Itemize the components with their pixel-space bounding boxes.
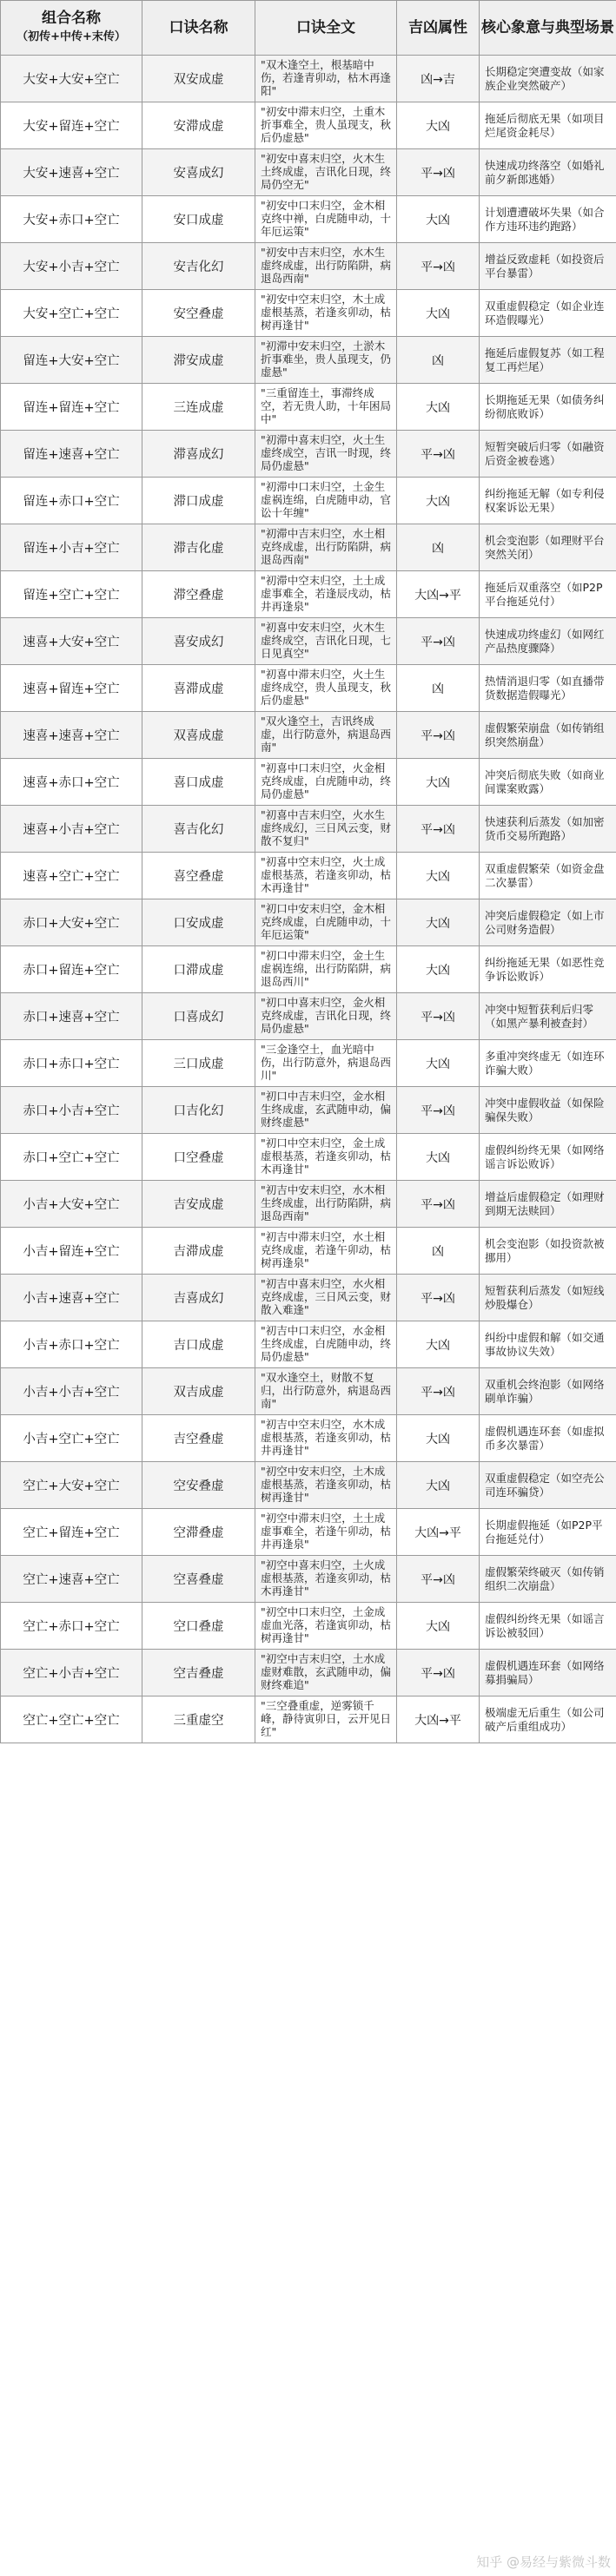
name-cell: 空喜叠虚 <box>142 1556 255 1603</box>
attribute-cell: 大凶 <box>397 759 480 806</box>
table-row <box>1 993 616 1040</box>
attribute-cell: 大凶 <box>397 946 480 993</box>
full-text-cell: "初口中滞末归空，金土生虚祸连绵，出行防陷阱，病退岛西川" <box>255 946 397 993</box>
combo-cell: 留连+空亡+空亡 <box>1 571 142 618</box>
full-text-cell: "初口中喜末归空，金火相克终成虚，吉讯化日现，终局仍虚悬" <box>255 993 397 1040</box>
combo-cell: 赤口+留连+空亡 <box>1 946 142 993</box>
scene-cell: 多重冲突终虚无（如连环诈骗大败） <box>480 1040 616 1087</box>
header-scene: 核心象意与典型场景 <box>480 1 616 56</box>
attribute-cell: 大凶 <box>397 899 480 946</box>
attribute-cell: 大凶 <box>397 196 480 243</box>
combo-cell: 留连+留连+空亡 <box>1 384 142 431</box>
attribute-cell: 凶 <box>397 524 480 571</box>
full-text-cell: "初喜中空末归空，火土成虚根基蒸，若逢亥卯动，枯木再逢甘" <box>255 853 397 899</box>
combo-cell: 小吉+速喜+空亡 <box>1 1275 142 1321</box>
table-row <box>1 524 616 571</box>
scene-cell: 长期虚假拖延（如P2P平台拖延兑付） <box>480 1509 616 1556</box>
scene-cell: 虚假机遇连环套（如网络募捐骗局） <box>480 1650 616 1696</box>
combo-cell: 空亡+小吉+空亡 <box>1 1650 142 1696</box>
combo-cell: 留连+小吉+空亡 <box>1 524 142 571</box>
table-row <box>1 712 616 759</box>
table-row <box>1 946 616 993</box>
attribute-cell: 大凶 <box>397 1134 480 1181</box>
combo-cell: 大安+小吉+空亡 <box>1 243 142 290</box>
scene-cell: 双重虚假繁荣（如资金盘二次暴雷） <box>480 853 616 899</box>
name-cell: 安口成虚 <box>142 196 255 243</box>
combo-cell: 小吉+小吉+空亡 <box>1 1368 142 1415</box>
attribute-cell: 大凶 <box>397 1321 480 1368</box>
combo-cell: 小吉+赤口+空亡 <box>1 1321 142 1368</box>
combo-cell: 空亡+留连+空亡 <box>1 1509 142 1556</box>
table-row <box>1 1462 616 1509</box>
attribute-cell: 平→凶 <box>397 1556 480 1603</box>
full-text-cell: "初吉中安末归空，水木相生终成虚，出行防陷阱，病退岛西南" <box>255 1181 397 1228</box>
combo-cell: 空亡+空亡+空亡 <box>1 1696 142 1743</box>
attribute-cell: 大凶 <box>397 1415 480 1462</box>
full-text-cell: "初空中安末归空，土木成虚根基蒸，若逢亥卯动，枯树再逢甘" <box>255 1462 397 1509</box>
scene-cell: 长期拖延无果（如债务纠纷彻底败诉） <box>480 384 616 431</box>
table-row <box>1 243 616 290</box>
combo-cell: 赤口+速喜+空亡 <box>1 993 142 1040</box>
name-cell: 滞喜成幻 <box>142 431 255 478</box>
full-text-cell: "初吉中空末归空，水木成虚根基蒸，若逢亥卯动，枯井再逢甘" <box>255 1415 397 1462</box>
name-cell: 空口叠虚 <box>142 1603 255 1650</box>
scene-cell: 虚假繁荣崩盘（如传销组织突然崩盘） <box>480 712 616 759</box>
scene-cell: 短暂获利后蒸发（如短线炒股爆仓） <box>480 1275 616 1321</box>
combo-cell: 留连+速喜+空亡 <box>1 431 142 478</box>
combo-cell: 速喜+空亡+空亡 <box>1 853 142 899</box>
combo-cell: 留连+大安+空亡 <box>1 337 142 384</box>
combo-cell: 大安+空亡+空亡 <box>1 290 142 337</box>
full-text-cell: "双木逢空土，根基暗中伤，若逢青卯动，枯木再逢阳" <box>255 56 397 102</box>
header-combo-sub: （初传+中传+末传） <box>17 30 126 43</box>
attribute-cell: 平→凶 <box>397 1181 480 1228</box>
table-row <box>1 618 616 665</box>
full-text-cell: "初空中滞末归空，土土成虚事难全，若逢午卯动，枯井再逢泉" <box>255 1509 397 1556</box>
scene-cell: 增益后虚假稳定（如理财到期无法赎回） <box>480 1181 616 1228</box>
header-combo <box>1 1 142 56</box>
name-cell: 空滞叠虚 <box>142 1509 255 1556</box>
attribute-cell: 凶 <box>397 337 480 384</box>
scene-cell: 虚假纠纷终无果（如网络谣言诉讼败诉） <box>480 1134 616 1181</box>
scene-cell: 冲突后彻底失败（如商业间谍案败露） <box>480 759 616 806</box>
combo-cell: 大安+赤口+空亡 <box>1 196 142 243</box>
table-header-row <box>1 1 616 56</box>
full-text-cell: "初口中吉末归空，金水相生终成虚，玄武随申动，偏财终虚悬" <box>255 1087 397 1134</box>
name-cell: 喜安成幻 <box>142 618 255 665</box>
name-cell: 吉喜成幻 <box>142 1275 255 1321</box>
scene-cell: 虚假纠纷终无果（如谣言诉讼被驳回） <box>480 1603 616 1650</box>
combo-cell: 赤口+大安+空亡 <box>1 899 142 946</box>
attribute-cell: 平→凶 <box>397 149 480 196</box>
scene-cell: 双重虚假稳定（如空壳公司连环骗贷） <box>480 1462 616 1509</box>
attribute-cell: 平→凶 <box>397 806 480 853</box>
full-text-cell: "初喜中安末归空，火木生虚终成空，吉讯化日现，七日见真空" <box>255 618 397 665</box>
name-cell: 双喜成虚 <box>142 712 255 759</box>
table-row <box>1 806 616 853</box>
name-cell: 安吉化幻 <box>142 243 255 290</box>
scene-cell: 冲突中短暂获利后归零（如黑产暴利被查封） <box>480 993 616 1040</box>
combo-cell: 空亡+赤口+空亡 <box>1 1603 142 1650</box>
table-row <box>1 102 616 149</box>
header-attr: 吉凶属性 <box>397 1 480 56</box>
name-cell: 吉滞成虚 <box>142 1228 255 1275</box>
name-cell: 喜滞成虚 <box>142 665 255 712</box>
combo-cell: 速喜+大安+空亡 <box>1 618 142 665</box>
name-cell: 空吉叠虚 <box>142 1650 255 1696</box>
full-text-cell: "初空中吉末归空，土水成虚财难散，玄武随申动，偏财终难追" <box>255 1650 397 1696</box>
name-cell: 喜口成虚 <box>142 759 255 806</box>
full-text-cell: "初安中滞末归空，土重木折事难全，贵人虽现支，秋后仍虚悬" <box>255 102 397 149</box>
name-cell: 三连成虚 <box>142 384 255 431</box>
attribute-cell: 平→凶 <box>397 1087 480 1134</box>
table-row <box>1 899 616 946</box>
combo-cell: 速喜+速喜+空亡 <box>1 712 142 759</box>
table-row <box>1 665 616 712</box>
full-text-cell: "双水逢空土，财散不复归，出行防意外，病退岛西南" <box>255 1368 397 1415</box>
combo-cell: 小吉+大安+空亡 <box>1 1181 142 1228</box>
combo-cell: 速喜+留连+空亡 <box>1 665 142 712</box>
table-row <box>1 431 616 478</box>
scene-cell: 机会变泡影（如投资款被挪用） <box>480 1228 616 1275</box>
name-cell: 安滞成虚 <box>142 102 255 149</box>
full-text-cell: "初喜中口末归空，火金相克终成虚，白虎随申动，终局仍虚悬" <box>255 759 397 806</box>
table-row <box>1 1275 616 1321</box>
table-row <box>1 1603 616 1650</box>
combo-cell: 大安+留连+空亡 <box>1 102 142 149</box>
full-text-cell: "初滞中喜末归空，火土生虚终成空，吉讯一时现，终局仍虚悬" <box>255 431 397 478</box>
attribute-cell: 大凶 <box>397 290 480 337</box>
full-text-cell: "三空叠重虚，逆雾锁千峰，静待寅卯日，云开见日红" <box>255 1696 397 1743</box>
full-text-cell: "初滞中安末归空，土淤木折事难坐，贵人虽现支，仍虚悬" <box>255 337 397 384</box>
full-text-cell: "初滞中口末归空，土金生虚祸连绵，白虎随申动，官讼十年缠" <box>255 478 397 524</box>
name-cell: 口安成虚 <box>142 899 255 946</box>
name-cell: 喜空叠虚 <box>142 853 255 899</box>
scene-cell: 拖延后双重落空（如P2P平台拖延兑付） <box>480 571 616 618</box>
full-text-cell: "双火逢空土，吉讯终成虚，出行防意外，病退岛西南" <box>255 712 397 759</box>
full-text-cell: "初安中口末归空，金木相克终中禅，白虎随申动，十年厄运策" <box>255 196 397 243</box>
name-cell: 喜吉化幻 <box>142 806 255 853</box>
combo-cell: 空亡+大安+空亡 <box>1 1462 142 1509</box>
name-cell: 安喜成幻 <box>142 149 255 196</box>
name-cell: 口喜成幻 <box>142 993 255 1040</box>
table-row <box>1 1368 616 1415</box>
table-row <box>1 571 616 618</box>
name-cell: 口滞成虚 <box>142 946 255 993</box>
full-text-cell: "三金逢空土，血光暗中伤，出行防意外，病退岛西川" <box>255 1040 397 1087</box>
scene-cell: 冲突中虚假收益（如保险骗保失败） <box>480 1087 616 1134</box>
attribute-cell: 大凶 <box>397 1462 480 1509</box>
table-row <box>1 196 616 243</box>
name-cell: 滞口成虚 <box>142 478 255 524</box>
combo-cell: 小吉+空亡+空亡 <box>1 1415 142 1462</box>
table-row <box>1 384 616 431</box>
full-text-cell: "初安中喜末归空，火木生土终成虚，吉讯化日现，终局仍空无" <box>255 149 397 196</box>
attribute-cell: 大凶 <box>397 478 480 524</box>
name-cell: 三重虚空 <box>142 1696 255 1743</box>
name-cell: 双安成虚 <box>142 56 255 102</box>
attribute-cell: 大凶→平 <box>397 1696 480 1743</box>
full-text-cell: "初喜中滞末归空，火土生虚终成空，贵人虽现支，秋后仍虚悬" <box>255 665 397 712</box>
combo-cell: 赤口+赤口+空亡 <box>1 1040 142 1087</box>
table-row <box>1 1181 616 1228</box>
table-row <box>1 337 616 384</box>
full-text-cell: "初口中安末归空，金木相克终成虚，白虎随申动，十年厄运策" <box>255 899 397 946</box>
attribute-cell: 大凶 <box>397 853 480 899</box>
scene-cell: 双重虚假稳定（如企业连环造假曝光） <box>480 290 616 337</box>
scene-cell: 热情消退归零（如直播带货数据造假曝光） <box>480 665 616 712</box>
scene-cell: 快速成功终虚幻（如网红产品热度骤降） <box>480 618 616 665</box>
full-text-cell: "初滞中空末归空，土土成虚事难全，若逢辰戌动，枯井再逢泉" <box>255 571 397 618</box>
table-row <box>1 759 616 806</box>
combo-cell: 留连+赤口+空亡 <box>1 478 142 524</box>
header-full: 口诀全文 <box>255 1 397 56</box>
combo-cell: 大安+速喜+空亡 <box>1 149 142 196</box>
table-row <box>1 56 616 102</box>
attribute-cell: 平→凶 <box>397 431 480 478</box>
attribute-cell: 平→凶 <box>397 618 480 665</box>
attribute-cell: 大凶 <box>397 102 480 149</box>
scene-cell: 增益反致虚耗（如投资后平台暴雷） <box>480 243 616 290</box>
name-cell: 安空叠虚 <box>142 290 255 337</box>
scene-cell: 冲突后虚假稳定（如上市公司财务造假） <box>480 899 616 946</box>
scene-cell: 极端虚无后重生（如公司破产后重组成功） <box>480 1696 616 1743</box>
attribute-cell: 大凶→平 <box>397 571 480 618</box>
header-name: 口诀名称 <box>142 1 255 56</box>
scene-cell: 纠纷拖延无解（如专利侵权案诉讼无果） <box>480 478 616 524</box>
full-text-cell: "初吉中口末归空，水金相生终成虚，白虎随申动，终局仍虚悬" <box>255 1321 397 1368</box>
scene-cell: 机会变泡影（如理财平台突然关闭） <box>480 524 616 571</box>
scene-cell: 纠纷中虚假和解（如交通事故协议失效） <box>480 1321 616 1368</box>
table-row <box>1 1040 616 1087</box>
table-row <box>1 1415 616 1462</box>
attribute-cell: 平→凶 <box>397 1650 480 1696</box>
watermark: 知乎 @易经与紫微斗数 <box>476 2554 611 2570</box>
full-text-cell: "初安中空末归空，木土成虚根基蒸，若逢亥卯动，枯树再逢甘" <box>255 290 397 337</box>
attribute-cell: 平→凶 <box>397 1368 480 1415</box>
table-row <box>1 853 616 899</box>
scene-cell: 快速获利后蒸发（如加密货币交易所跑路） <box>480 806 616 853</box>
attribute-cell: 平→凶 <box>397 712 480 759</box>
scene-cell: 长期稳定突遭变故（如家族企业突然破产） <box>480 56 616 102</box>
name-cell: 吉安成虚 <box>142 1181 255 1228</box>
full-text-cell: "初滞中吉末归空，水土相克终成虚，出行防陷阱，病退岛西南" <box>255 524 397 571</box>
table-row <box>1 1134 616 1181</box>
full-text-cell: "初安中吉末归空，水木生虚终成虚，出行防陷阱，病退岛西南" <box>255 243 397 290</box>
scene-cell: 双重机会终泡影（如网络刷单诈骗） <box>480 1368 616 1415</box>
table-row <box>1 1321 616 1368</box>
scene-cell: 虚假机遇连环套（如虚拟币多次暴雷） <box>480 1415 616 1462</box>
attribute-cell: 凶 <box>397 665 480 712</box>
combo-cell: 速喜+赤口+空亡 <box>1 759 142 806</box>
combo-cell: 赤口+空亡+空亡 <box>1 1134 142 1181</box>
scene-cell: 拖延后虚假复苏（如工程复工再烂尾） <box>480 337 616 384</box>
full-text-cell: "初空中喜末归空，土火成虚根基蒸，若逢亥卯动，枯木再逢甘" <box>255 1556 397 1603</box>
attribute-cell: 大凶 <box>397 1040 480 1087</box>
name-cell: 吉空叠虚 <box>142 1415 255 1462</box>
combo-cell: 空亡+速喜+空亡 <box>1 1556 142 1603</box>
table-row <box>1 1087 616 1134</box>
name-cell: 滞吉化虚 <box>142 524 255 571</box>
full-text-cell: "三重留连土，事滞终成空，若无贵人助，十年困局中" <box>255 384 397 431</box>
attribute-cell: 凶 <box>397 1228 480 1275</box>
attribute-cell: 大凶→平 <box>397 1509 480 1556</box>
scene-cell: 快速成功终落空（如婚礼前夕新郎逃婚） <box>480 149 616 196</box>
name-cell: 双吉成虚 <box>142 1368 255 1415</box>
attribute-cell: 大凶 <box>397 384 480 431</box>
table-row <box>1 1696 616 1743</box>
full-text-cell: "初空中口末归空，土金成虚血光落，若逢寅卯动，枯树再逢甘" <box>255 1603 397 1650</box>
name-cell: 三口成虚 <box>142 1040 255 1087</box>
name-cell: 口吉化幻 <box>142 1087 255 1134</box>
attribute-cell: 大凶 <box>397 1603 480 1650</box>
table-row <box>1 290 616 337</box>
scene-cell: 短暂突破后归零（如融资后资金被卷逃） <box>480 431 616 478</box>
name-cell: 滞空叠虚 <box>142 571 255 618</box>
attribute-cell: 平→凶 <box>397 243 480 290</box>
full-text-cell: "初口中空末归空，金土成虚根基蒸，若逢亥卯动，枯木再逢甘" <box>255 1134 397 1181</box>
name-cell: 空安叠虚 <box>142 1462 255 1509</box>
scene-cell: 拖延后彻底无果（如项目烂尾资金耗尽） <box>480 102 616 149</box>
table-row <box>1 1650 616 1696</box>
scene-cell: 虚假繁荣终破灭（如传销组织二次崩盘） <box>480 1556 616 1603</box>
table-row <box>1 149 616 196</box>
full-text-cell: "初喜中吉末归空，火水生虚终成幻，三日风云变，财散不复归" <box>255 806 397 853</box>
full-text-cell: "初吉中喜末归空，水火相克终成虚，三日风云变，财散入难逢" <box>255 1275 397 1321</box>
combo-cell: 赤口+小吉+空亡 <box>1 1087 142 1134</box>
table-row <box>1 1509 616 1556</box>
table-row <box>1 478 616 524</box>
table-row <box>1 1228 616 1275</box>
attribute-cell: 平→凶 <box>397 993 480 1040</box>
table-row <box>1 1556 616 1603</box>
name-cell: 口空叠虚 <box>142 1134 255 1181</box>
combo-cell: 小吉+留连+空亡 <box>1 1228 142 1275</box>
scene-cell: 纠纷拖延无果（如恶性竞争诉讼败诉） <box>480 946 616 993</box>
combo-cell: 大安+大安+空亡 <box>1 56 142 102</box>
attribute-cell: 平→凶 <box>397 1275 480 1321</box>
name-cell: 吉口成虚 <box>142 1321 255 1368</box>
table-body <box>1 56 616 1743</box>
full-text-cell: "初吉中滞末归空，水土相克终成虚，若逢午卯动，枯树再逢泉" <box>255 1228 397 1275</box>
attribute-cell: 凶→吉 <box>397 56 480 102</box>
header-combo-label: 组合名称 <box>42 10 101 27</box>
combo-cell: 速喜+小吉+空亡 <box>1 806 142 853</box>
name-cell: 滞安成虚 <box>142 337 255 384</box>
scene-cell: 计划遭遭破坏失果（如合作方违环违约跑路） <box>480 196 616 243</box>
